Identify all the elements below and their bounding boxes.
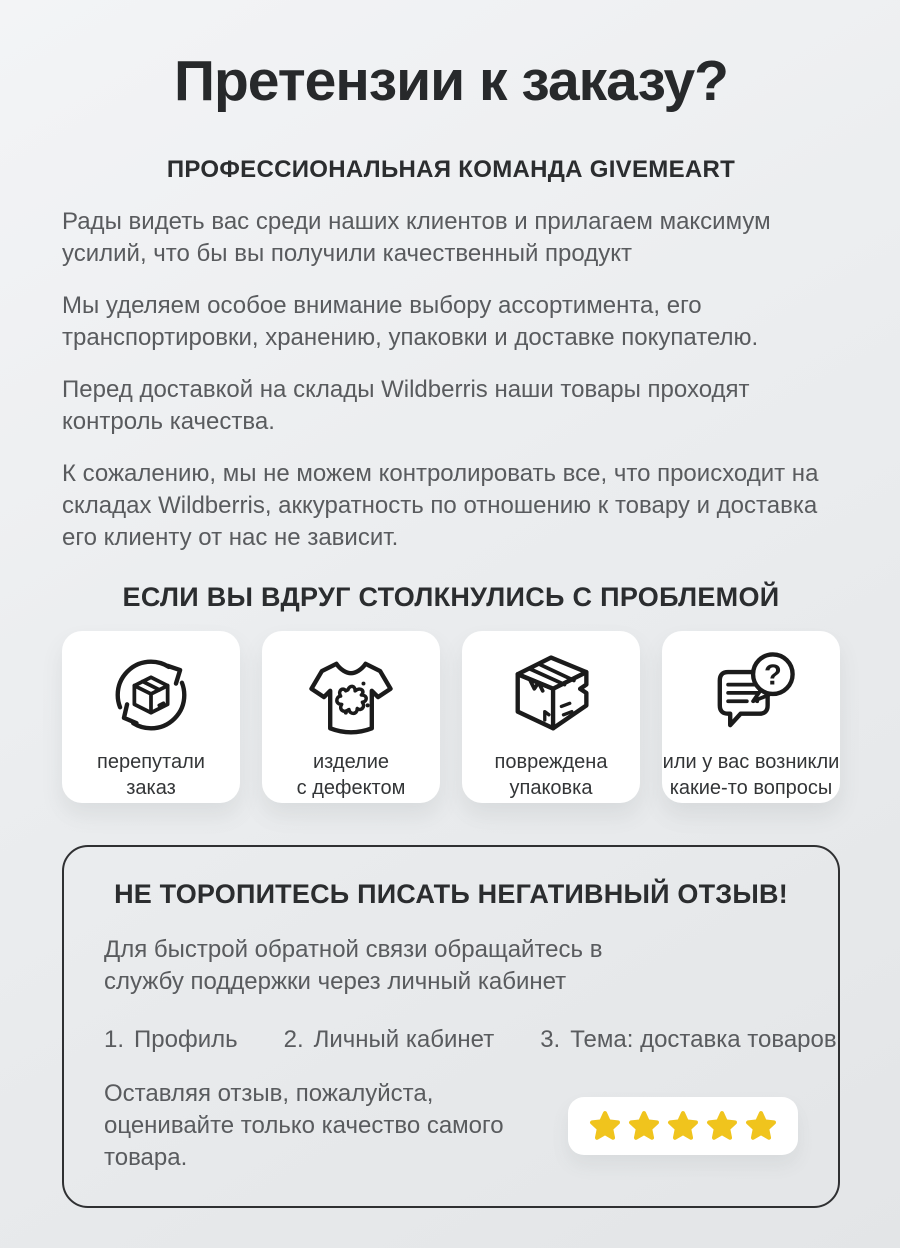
problem-cards-row [62,631,840,803]
box-swap-icon [99,643,203,747]
notice-title: НЕ ТОРОПИТЕСЬ ПИСАТЬ НЕГАТИВНЫЙ ОТЗЫВ! [114,879,788,909]
card-wrong-order [62,631,240,803]
intro-paragraph: К сожалению, мы не можем контролировать все, что происходит на складах Wildberris, аккуратность по отношению к товару и доставка его клиенту от нас не зависит. [62,460,819,551]
step-account: 2. Личный кабинет [283,1026,495,1053]
problems-section-title: ЕСЛИ ВЫ ВДРУГ СТОЛКНУЛИСЬ С ПРОБЛЕМОЙ [122,582,780,612]
five-star-rating [568,1097,798,1155]
page-subtitle: ПРОФЕССИОНАЛЬНАЯ КОМАНДА GIVEMEART [166,156,736,183]
notice-body: Для быстрой обратной связи обращайтесь в службу поддержки через личный кабинет [104,936,603,995]
damaged-box-icon [499,643,603,747]
support-steps [104,1026,837,1054]
intro-paragraph: Перед доставкой на склады Wildberris наши товары проходят контроль качества. [62,376,750,435]
card-defective-item [262,631,440,803]
intro-paragraph: Рады видеть вас среди наших клиентов и прилагаем максимум усилий, что бы вы получили качественный продукт [62,208,771,267]
infographic-page [0,48,900,1248]
card-damaged-packaging [462,631,640,803]
card-label: перепутали заказ [97,751,205,799]
star-icon [705,1109,739,1143]
star-icon [666,1109,700,1143]
notice-footer [104,1078,798,1174]
svg-text:?: ? [763,659,782,692]
rating-advice-text: Оставляя отзыв, пожалуйста, оценивайте только качество самого товара. [104,1080,504,1171]
card-label: изделие с дефектом [296,751,406,799]
tshirt-defect-icon [299,643,403,747]
card-label: или у вас возникли какие-то вопросы [662,751,840,799]
step-profile: 1. Профиль [104,1026,238,1053]
card-questions [662,631,840,803]
intro-paragraph: Мы уделяем особое внимание выбору ассортимента, его транспортировки, хранению, упаковки и доставке покупателю. [62,292,759,351]
review-notice-box [62,845,840,1208]
card-label: повреждена упаковка [494,751,608,799]
page-title: Претензии к заказу? [173,49,729,113]
intro-paragraphs [62,206,840,554]
step-topic: 3. Тема: доставка товаров [540,1026,837,1053]
question-chat-icon [699,643,803,747]
star-icon [744,1109,778,1143]
star-icon [627,1109,661,1143]
star-icon [588,1109,622,1143]
